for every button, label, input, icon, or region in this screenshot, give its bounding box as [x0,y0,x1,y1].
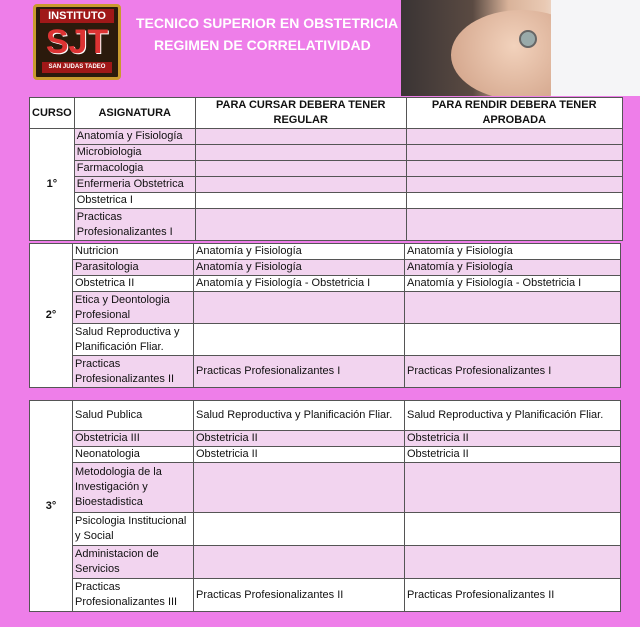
regular-cell: Anatomía y Fisiología - Obstetricia I [194,276,405,292]
regular-cell: Anatomía y Fisiología [194,244,405,260]
regular-cell [194,463,405,513]
aprobada-cell: Anatomía y Fisiología - Obstetricia I [405,276,621,292]
header-curso: CURSO [30,98,75,129]
subject-cell: Salud Publica [73,401,194,431]
aprobada-cell: Salud Reproductiva y Planificación Fliar. [405,401,621,431]
correlativity-table-year-3 [29,400,621,612]
table-row [30,177,623,193]
aprobada-cell [405,292,621,324]
subject-cell: Nutricion [73,244,194,260]
page-title [130,12,400,56]
regular-cell [194,513,405,546]
aprobada-cell: Anatomía y Fisiología [405,244,621,260]
subject-cell: Microbiologia [74,145,195,161]
table-row [30,513,621,546]
subject-cell: Enfermeria Obstetrica [74,177,195,193]
regular-cell [195,145,406,161]
aprobada-cell [405,513,621,546]
aprobada-cell [406,145,622,161]
subject-cell: Neonatologia [73,447,194,463]
aprobada-cell: Anatomía y Fisiología [405,260,621,276]
subject-cell: Psicologia Institucional y Social [73,513,194,546]
subject-cell: Parasitologia [73,260,194,276]
logo-bottom-text: SAN JUDAS TADEO [42,62,112,73]
aprobada-cell [405,546,621,579]
subject-cell: Farmacologia [74,161,195,177]
stethoscope-icon [519,30,537,48]
subject-cell: Practicas Profesionalizantes II [73,356,194,388]
table-row [30,244,621,260]
table-row [30,546,621,579]
subject-cell: Practicas Profesionalizantes I [74,209,195,241]
regular-cell [195,177,406,193]
regular-cell [195,161,406,177]
regular-cell [194,292,405,324]
aprobada-cell [406,129,622,145]
regular-cell: Practicas Profesionalizantes I [194,356,405,388]
regular-cell [195,209,406,241]
aprobada-cell [406,177,622,193]
table-row [30,193,623,209]
table-row [30,579,621,612]
regular-cell: Anatomía y Fisiología [194,260,405,276]
aprobada-cell [406,161,622,177]
regular-cell [194,324,405,356]
regular-cell [194,546,405,579]
regular-cell [195,193,406,209]
correlativity-table-year-2 [29,243,621,388]
subject-cell: Obstetrica II [73,276,194,292]
table-row [30,161,623,177]
table-header-row [30,98,623,129]
subject-cell: Etica y Deontologia Profesional [73,292,194,324]
title-line-2: REGIMEN DE CORRELATIVIDAD [154,37,371,53]
pregnancy-exam-photo [401,0,640,96]
logo-top-text: INSTITUTO [40,9,114,23]
regular-cell: Obstetricia II [194,447,405,463]
regular-cell [195,129,406,145]
regular-cell: Obstetricia II [194,431,405,447]
aprobada-cell [406,209,622,241]
table-row [30,209,623,241]
logo-main-text: SJT [45,23,109,61]
institute-logo [33,4,121,80]
table-row [30,129,623,145]
aprobada-cell [405,463,621,513]
year-label: 2° [30,244,73,388]
subject-cell: Practicas Profesionalizantes III [73,579,194,612]
table-row [30,145,623,161]
table-row [30,463,621,513]
subject-cell: Anatomía y Fisiología [74,129,195,145]
table-row [30,356,621,388]
table-row [30,276,621,292]
subject-cell: Obstetrica I [74,193,195,209]
table-row [30,324,621,356]
subject-cell: Administacion de Servicios [73,546,194,579]
title-line-1: TECNICO SUPERIOR EN OBSTETRICIA [136,15,399,31]
header-asignatura: ASIGNATURA [74,98,195,129]
header-regular: PARA CURSAR DEBERA TENER REGULAR [195,98,406,129]
table-row [30,431,621,447]
aprobada-cell [406,193,622,209]
regular-cell: Practicas Profesionalizantes II [194,579,405,612]
aprobada-cell: Obstetricia II [405,447,621,463]
aprobada-cell: Practicas Profesionalizantes II [405,579,621,612]
year-label: 1° [30,129,75,241]
subject-cell: Salud Reproductiva y Planificación Fliar. [73,324,194,356]
year-label: 3° [30,401,73,612]
regular-cell: Salud Reproductiva y Planificación Fliar. [194,401,405,431]
table-row [30,260,621,276]
aprobada-cell: Obstetricia II [405,431,621,447]
aprobada-cell: Practicas Profesionalizantes I [405,356,621,388]
table-row [30,292,621,324]
table-row [30,447,621,463]
aprobada-cell [405,324,621,356]
subject-cell: Obstetricia III [73,431,194,447]
header-aprobada: PARA RENDIR DEBERA TENER APROBADA [406,98,622,129]
subject-cell: Metodologia de la Investigación y Bioestadistica [73,463,194,513]
table-row [30,401,621,431]
page-header [0,0,640,96]
correlativity-table-year-1 [29,97,623,241]
